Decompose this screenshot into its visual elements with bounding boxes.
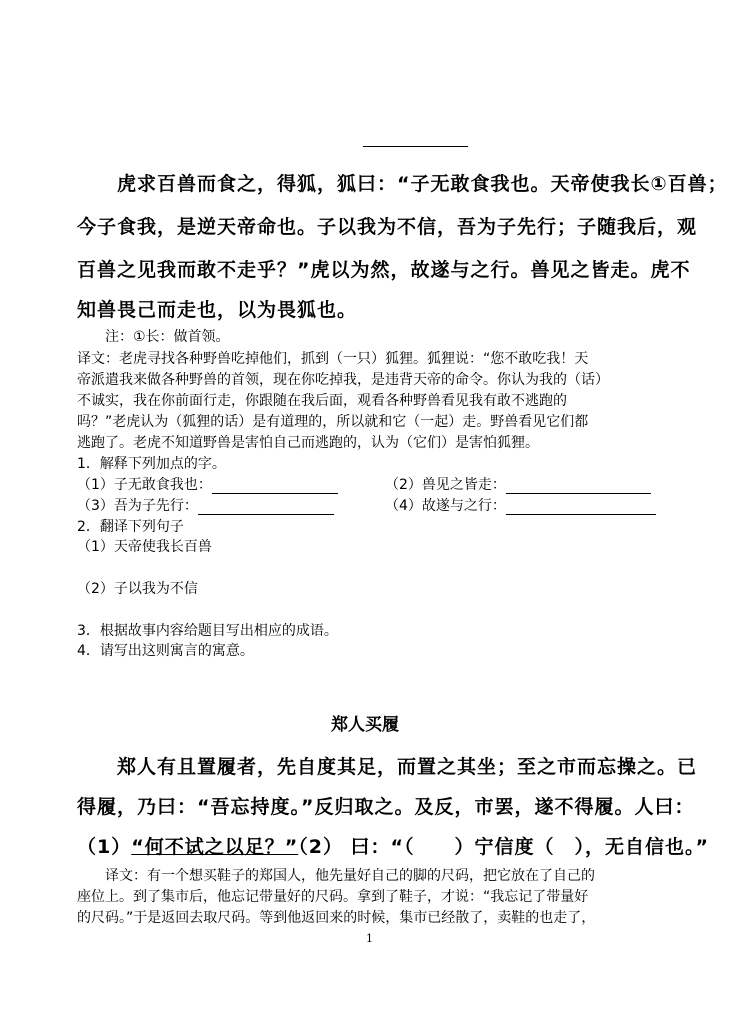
passage2-line3-rest: （2） 曰：“（ ）宁信度（ ），无自信也。” bbox=[298, 836, 710, 858]
q-marker-1: （1） bbox=[77, 836, 132, 858]
answer-blank[interactable] bbox=[506, 498, 656, 515]
question-1: 1．解释下列加点的字。 bbox=[77, 456, 226, 472]
answer-blank[interactable] bbox=[198, 498, 334, 515]
passage1-line: 今子食我，是逆天帝命也。子以我为不信，吾为子先行；子随我后，观 bbox=[77, 216, 698, 238]
translation2-line: 的尺码。”于是返回去取尺码。等到他返回来的时候，集市已经散了，卖鞋的也走了， bbox=[77, 910, 596, 926]
q1-item-1-label: （1）子无敢食我也： bbox=[77, 477, 212, 493]
passage2-line: 得履，乃曰：“吾忘持度。”反归取之。及反，市罢，遂不得履。人曰： bbox=[77, 796, 695, 818]
translation1-line: 逃跑了。老虎不知道野兽是害怕自己而逃跑的，认为（它们）是害怕狐狸。 bbox=[77, 435, 539, 451]
answer-blank[interactable] bbox=[212, 477, 338, 494]
translation1-line: 不诚实，我在你前面行走，你跟随在我后面，观看各种野兽看见我有敢不逃跑的 bbox=[77, 393, 567, 409]
passage2-line bbox=[77, 832, 709, 859]
translation2-line: 译文：有一个想买鞋子的郑国人，他先量好自己的脚的尺码，把它放在了自己的 bbox=[105, 868, 595, 884]
question-2: 2．翻译下列句子 bbox=[77, 519, 184, 535]
q1-item-4-label: （4）故遂与之行： bbox=[385, 498, 506, 514]
underlined-quote: “何不试之以足？” bbox=[131, 836, 299, 858]
question-3: 3．根据故事内容给题目写出相应的成语。 bbox=[77, 623, 338, 639]
q1-item-4 bbox=[385, 495, 656, 515]
translation1-line: 吗？”老虎认为（狐狸的话）是有道理的，所以就和它（一起）走。野兽看见它们都 bbox=[77, 414, 589, 430]
passage2-line: 郑人有且置履者，先自度其足，而置之其坐；至之市而忘操之。已 bbox=[117, 756, 698, 778]
translation2-line: 座位上。到了集市后，他忘记带量好的尺码。拿到了鞋子，才说：“我忘记了带量好 bbox=[77, 889, 589, 905]
passage1-line: 知兽畏己而走也，以为畏狐也。 bbox=[77, 299, 358, 321]
q1-item-2-label: （2）兽见之皆走： bbox=[385, 477, 506, 493]
translation1-line: 帝派遣我来做各种野兽的首领，现在你吃掉我，是违背天帝的命令。你认为我的（话） bbox=[77, 372, 609, 388]
q1-item-3-label: （3）吾为子先行： bbox=[77, 498, 198, 514]
q1-item-2 bbox=[385, 474, 651, 494]
page-number: 1 bbox=[366, 932, 373, 945]
passage1-line: 百兽之见我而敢不走乎？”虎以为然，故遂与之行。兽见之皆走。虎不 bbox=[77, 259, 691, 281]
question-4: 4．请写出这则寓言的寓意。 bbox=[77, 643, 254, 659]
translation1-line: 译文：老虎寻找各种野兽吃掉他们，抓到（一只）狐狸。狐狸说：“您不敢吃我！天 bbox=[77, 351, 589, 367]
answer-blank[interactable] bbox=[506, 477, 651, 494]
q1-item-3 bbox=[77, 495, 334, 515]
top-rule bbox=[363, 146, 468, 147]
passage2-title: 郑人买履 bbox=[331, 715, 399, 735]
q1-item-1 bbox=[77, 474, 338, 494]
q2-item-2: （2）子以我为不信 bbox=[77, 581, 198, 597]
note: 注：①长：做首领。 bbox=[105, 329, 230, 345]
q2-item-1: （1）天帝使我长百兽 bbox=[77, 539, 212, 555]
passage1-line: 虎求百兽而食之，得狐，狐曰：“子无敢食我也。天帝使我长①百兽； bbox=[117, 173, 728, 195]
